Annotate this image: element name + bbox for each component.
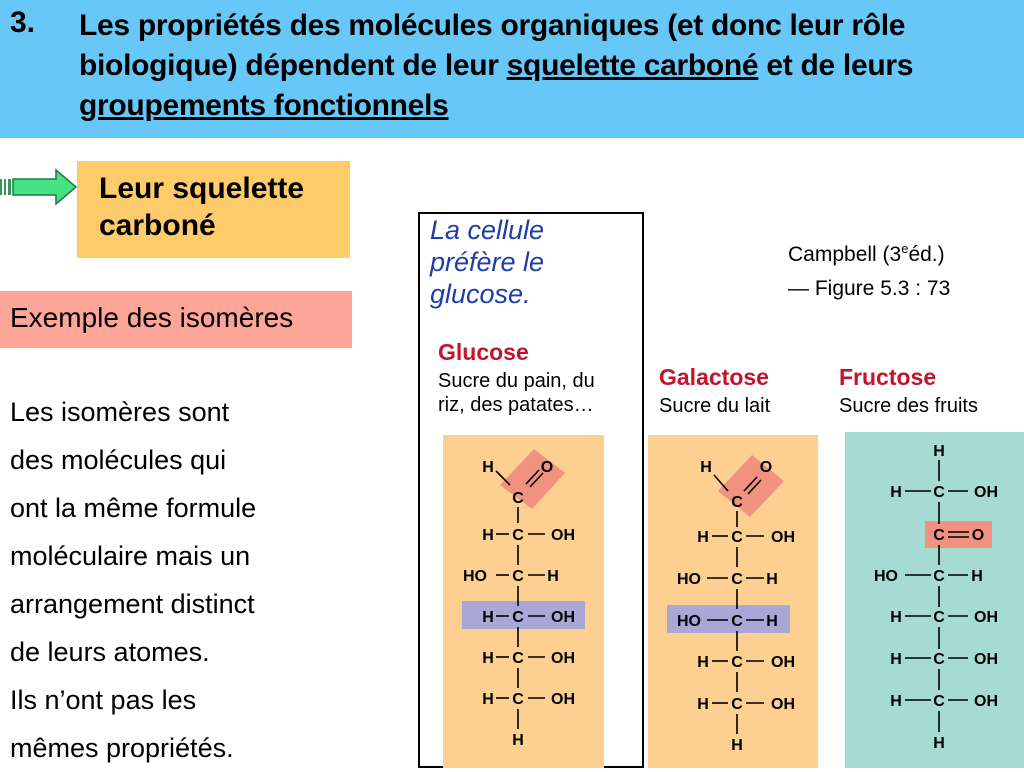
slide-header [0, 0, 1024, 138]
glucose-title: Glucose [438, 339, 529, 365]
atom-label: H [482, 609, 494, 626]
atom-label: C [933, 527, 945, 544]
caption-edition-suffix: éd.) [908, 243, 945, 266]
fructose-structure [845, 432, 1024, 768]
atom-label: H [890, 484, 902, 501]
atom-label: H [933, 735, 945, 752]
description-line: de leurs atomes. [10, 637, 210, 667]
green-arrow-icon [0, 168, 80, 208]
caption-line-2: — Figure 5.3 : 73 [788, 277, 951, 300]
atom-label: C [731, 494, 743, 511]
atom-label: H [697, 654, 709, 671]
carbon-skeleton-label: Leur squelette carboné [99, 172, 305, 242]
atom-label: O [540, 459, 554, 476]
atom-label: H [697, 529, 709, 546]
atom-label: C [512, 527, 524, 544]
isomer-description [10, 388, 330, 772]
caption-superscript: e [901, 241, 909, 256]
atom-label: H [933, 443, 945, 460]
atom-label: C [512, 490, 524, 507]
atom-label: H [890, 693, 902, 710]
atom-label: OH [974, 484, 998, 501]
description-line: mêmes propriétés. [10, 733, 234, 763]
caption-line-1 [788, 232, 950, 272]
atom-label: HO [677, 613, 701, 630]
fructose-title: Fructose [839, 364, 937, 390]
atom-label: C [731, 696, 743, 713]
description-line: arrangement distinct [10, 589, 255, 619]
description-line: ont la même formule [10, 493, 257, 523]
header-underlined-1: squelette carboné [506, 49, 759, 82]
atom-label: C [512, 609, 524, 626]
atom-label: OH [771, 529, 795, 546]
atom-label: H [766, 571, 778, 588]
glucose-subtitle [438, 369, 595, 417]
atom-label: OH [551, 691, 575, 708]
header-text-1: Les propriétés des molécules organiques (et donc leur rôle biologique) dépendent de leur [79, 9, 906, 82]
atom-label: C [731, 613, 743, 630]
galactose-structure [648, 435, 818, 768]
cell-prefers-glucose-note: La cellule préfère le glucose. [430, 215, 545, 309]
atom-label: OH [771, 654, 795, 671]
atom-label: C [731, 529, 743, 546]
atom-label: H [482, 691, 494, 708]
galactose-subtitle: Sucre du lait [659, 395, 771, 417]
atom-label: C [731, 571, 743, 588]
atom-label: C [512, 650, 524, 667]
atom-label: H [971, 568, 983, 585]
atom-label: C [933, 484, 945, 501]
description-line: moléculaire mais un [10, 541, 251, 571]
atom-label: H [547, 568, 559, 585]
atom-label: OH [771, 696, 795, 713]
atom-label: H [766, 613, 778, 630]
atom-label: H [512, 732, 524, 749]
atom-label: OH [551, 609, 575, 626]
atom-label: H [890, 651, 902, 668]
atom-label: H [697, 696, 709, 713]
atom-label: OH [974, 693, 998, 710]
atom-label: O [971, 527, 985, 544]
atom-label: OH [974, 609, 998, 626]
figure-caption [788, 232, 950, 306]
isomers-example-label: Exemple des isomères [10, 302, 294, 333]
atom-label: OH [551, 650, 575, 667]
atom-label: C [933, 693, 945, 710]
atom-label: H [482, 459, 494, 476]
caption-edition: Campbell (3 [788, 243, 902, 266]
atom-label: HO [677, 571, 701, 588]
atom-label: C [933, 651, 945, 668]
glucose-subtitle-line: riz, des patates… [438, 394, 594, 416]
atom-label: O [759, 459, 773, 476]
atom-label: C [731, 654, 743, 671]
description-line: Ils n’ont pas les [10, 685, 197, 715]
fructose-panel [845, 432, 1024, 768]
atom-label: C [933, 568, 945, 585]
header-title [79, 6, 1014, 126]
header-underlined-2: groupements fonctionnels [79, 89, 449, 122]
atom-label: H [482, 527, 494, 544]
header-number: 3. [10, 6, 36, 39]
atom-label: HO [874, 568, 898, 585]
atom-label: C [512, 691, 524, 708]
atom-label: OH [974, 651, 998, 668]
atom-label: HO [463, 568, 487, 585]
atom-label: H [731, 737, 743, 754]
atom-label: H [890, 609, 902, 626]
header-text-2: et de leurs [758, 49, 914, 82]
glucose-subtitle-line: Sucre du pain, du [438, 370, 595, 392]
galactose-title: Galactose [659, 364, 769, 390]
atom-label: H [700, 459, 712, 476]
glucose-structure [443, 435, 604, 768]
atom-label: H [482, 650, 494, 667]
atom-label: OH [551, 527, 575, 544]
description-line: des molécules qui [10, 445, 227, 475]
fructose-subtitle: Sucre des fruits [839, 395, 978, 417]
atom-label: C [933, 609, 945, 626]
atom-label: C [512, 568, 524, 585]
description-line: Les isomères sont [10, 397, 230, 427]
